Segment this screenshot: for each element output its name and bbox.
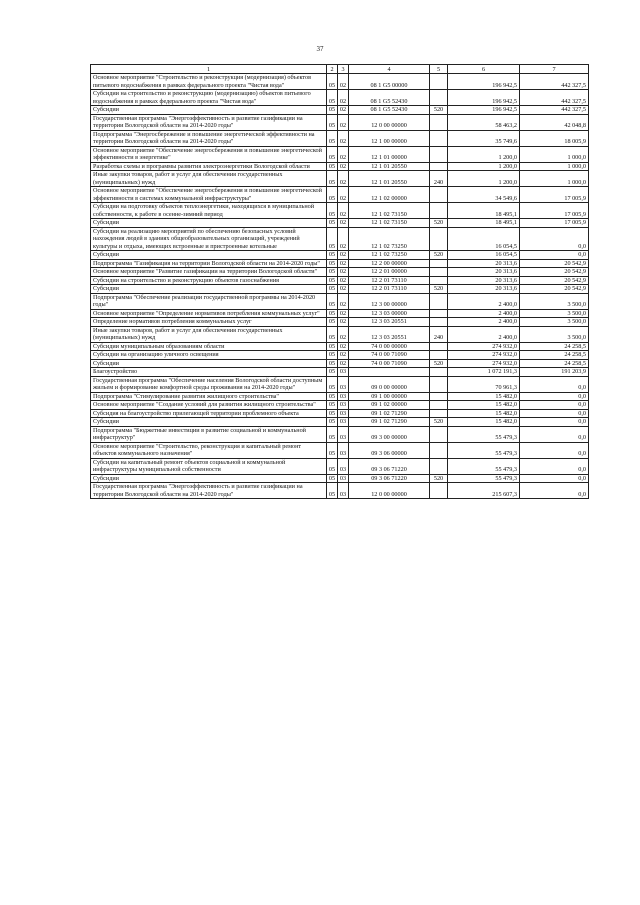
subsection-code: 02: [338, 227, 349, 251]
section-code: 05: [327, 146, 338, 162]
item-name: Субсидии на строительство и реконструкцию (модернизацию) объектов питьевого водоснабжения в рамках федерального проекта "Чистая вода": [91, 90, 327, 106]
expense-type-code: [430, 309, 448, 318]
amount-year-2: 0,0: [520, 409, 589, 418]
target-article-code: 09 1 00 00000: [349, 392, 430, 401]
amount-year-2: 0,0: [520, 227, 589, 251]
amount-year-2: 0,0: [520, 442, 589, 458]
section-code: 05: [327, 483, 338, 499]
table-row: [91, 342, 589, 351]
subsection-code: 02: [338, 359, 349, 368]
section-code: 05: [327, 203, 338, 219]
item-name: Субсидии муниципальным образованиям области: [91, 342, 327, 351]
section-code: 05: [327, 162, 338, 171]
amount-year-2: 20 542,9: [520, 285, 589, 294]
expense-type-code: [430, 187, 448, 203]
target-article-code: 12 3 03 20551: [349, 326, 430, 342]
amount-year-2: 1 000,0: [520, 171, 589, 187]
amount-year-2: 0,0: [520, 376, 589, 392]
amount-year-2: 0,0: [520, 251, 589, 260]
subsection-code: 02: [338, 130, 349, 146]
item-name: Подпрограмма "Газификация на территории Вологодской области на 2014-2020 годы": [91, 259, 327, 268]
item-name: Государственная программа "Обеспечение населения Вологодской области доступным жильем и формирование комфортной среды проживания на 2014-2020 годы": [91, 376, 327, 392]
item-name: Подпрограмма "Стимулирование развития жилищного строительства": [91, 392, 327, 401]
subsection-code: 02: [338, 318, 349, 327]
expense-type-code: [430, 401, 448, 410]
item-name: Подпрограмма "Бюджетные инвестиции в развитие социальной и коммунальной инфраструктур": [91, 426, 327, 442]
subsection-code: 02: [338, 219, 349, 228]
subsection-code: 03: [338, 426, 349, 442]
amount-year-2: 1 000,0: [520, 162, 589, 171]
column-header: 7: [520, 65, 589, 74]
expense-type-code: [430, 114, 448, 130]
section-code: 05: [327, 171, 338, 187]
section-code: 05: [327, 401, 338, 410]
amount-year-1: 196 942,5: [448, 74, 520, 90]
target-article-code: 12 1 01 20550: [349, 162, 430, 171]
table-row: [91, 368, 589, 377]
expense-type-code: [430, 409, 448, 418]
amount-year-1: 2 400,0: [448, 309, 520, 318]
subsection-code: 02: [338, 285, 349, 294]
item-name: Иные закупки товаров, работ и услуг для обеспечения государственных (муниципальных) нужд: [91, 171, 327, 187]
item-name: Основное мероприятие "Обеспечение энергосбережения и повышение энергетической эффективности в системах коммунальной инфраструктуры": [91, 187, 327, 203]
target-article-code: 09 3 06 71220: [349, 474, 430, 483]
section-code: 05: [327, 285, 338, 294]
target-article-code: 12 1 02 00000: [349, 187, 430, 203]
amount-year-2: 3 500,0: [520, 293, 589, 309]
target-article-code: 09 3 06 00000: [349, 442, 430, 458]
section-code: 05: [327, 442, 338, 458]
amount-year-2: 191 203,9: [520, 368, 589, 377]
table-row: [91, 203, 589, 219]
table-row: [91, 106, 589, 115]
target-article-code: 09 1 02 00000: [349, 401, 430, 410]
target-article-code: 12 1 02 73150: [349, 219, 430, 228]
item-name: Благоустройство: [91, 368, 327, 377]
table-row: [91, 90, 589, 106]
table-row: [91, 359, 589, 368]
amount-year-1: 2 400,0: [448, 326, 520, 342]
table-row: [91, 268, 589, 277]
table-row: [91, 474, 589, 483]
amount-year-1: 15 482,0: [448, 409, 520, 418]
item-name: Иные закупки товаров, работ и услуг для обеспечения государственных (муниципальных) нужд: [91, 326, 327, 342]
table-row: [91, 401, 589, 410]
item-name: Подпрограмма "Энергосбережение и повышение энергетической эффективности на территории Вологодской области на 2014-2020 годы": [91, 130, 327, 146]
target-article-code: 12 1 01 00000: [349, 146, 430, 162]
amount-year-2: 3 500,0: [520, 309, 589, 318]
target-article-code: 09 3 00 00000: [349, 426, 430, 442]
amount-year-1: 15 482,0: [448, 401, 520, 410]
section-code: 05: [327, 409, 338, 418]
expense-type-code: [430, 268, 448, 277]
amount-year-2: 0,0: [520, 483, 589, 499]
table-row: [91, 418, 589, 427]
target-article-code: 12 2 00 00000: [349, 259, 430, 268]
section-code: 05: [327, 259, 338, 268]
item-name: Субсидии: [91, 418, 327, 427]
expense-type-code: [430, 74, 448, 90]
expense-type-code: [430, 376, 448, 392]
amount-year-1: 2 400,0: [448, 318, 520, 327]
target-article-code: 12 2 01 73110: [349, 285, 430, 294]
target-article-code: 12 0 00 00000: [349, 483, 430, 499]
amount-year-2: 442 327,5: [520, 90, 589, 106]
amount-year-2: 0,0: [520, 458, 589, 474]
table-row: [91, 187, 589, 203]
section-code: 05: [327, 187, 338, 203]
target-article-code: 74 0 00 71090: [349, 359, 430, 368]
page-number: 37: [316, 45, 324, 53]
amount-year-1: 196 942,5: [448, 90, 520, 106]
subsection-code: 03: [338, 474, 349, 483]
target-article-code: 08 1 G5 52430: [349, 90, 430, 106]
table-row: [91, 227, 589, 251]
amount-year-2: 442 327,5: [520, 74, 589, 90]
subsection-code: 02: [338, 106, 349, 115]
expense-type-code: [430, 342, 448, 351]
table-row: [91, 326, 589, 342]
expense-type-code: [430, 368, 448, 377]
amount-year-1: 55 479,3: [448, 458, 520, 474]
expense-type-code: [430, 203, 448, 219]
subsection-code: 02: [338, 171, 349, 187]
table-row: [91, 219, 589, 228]
target-article-code: 12 3 03 00000: [349, 309, 430, 318]
expense-type-code: 520: [430, 219, 448, 228]
section-code: 05: [327, 74, 338, 90]
expense-type-code: 240: [430, 171, 448, 187]
amount-year-2: 20 542,9: [520, 268, 589, 277]
item-name: Основное мероприятие "Создание условий для развития жилищного строительства": [91, 401, 327, 410]
expense-type-code: [430, 458, 448, 474]
amount-year-2: 18 005,9: [520, 130, 589, 146]
table-row: [91, 458, 589, 474]
section-code: 05: [327, 326, 338, 342]
budget-table: [90, 64, 589, 499]
subsection-code: 02: [338, 259, 349, 268]
amount-year-2: 42 048,8: [520, 114, 589, 130]
target-article-code: [349, 368, 430, 377]
amount-year-1: 70 961,3: [448, 376, 520, 392]
item-name: Субсидии на подготовку объектов теплоэнергетики, находящихся в муниципальной собственности, к работе в осенне-зимний период: [91, 203, 327, 219]
target-article-code: 12 3 00 00000: [349, 293, 430, 309]
table-row: [91, 259, 589, 268]
amount-year-2: 24 258,5: [520, 351, 589, 360]
item-name: Субсидии на реализацию мероприятий по обеспечению безопасных условий нахождения людей в зданиях общеобразовательных организаций, учреждений культуры и отдыха, имеющих встроенные и пристроенные котельные: [91, 227, 327, 251]
table-row: [91, 171, 589, 187]
subsection-code: 02: [338, 342, 349, 351]
subsection-code: 03: [338, 442, 349, 458]
subsection-code: 03: [338, 376, 349, 392]
amount-year-1: 1 200,0: [448, 171, 520, 187]
table-row: [91, 426, 589, 442]
subsection-code: 02: [338, 309, 349, 318]
target-article-code: 12 1 01 20550: [349, 171, 430, 187]
table-row: [91, 392, 589, 401]
item-name: Субсидии на организацию уличного освещения: [91, 351, 327, 360]
expense-type-code: [430, 483, 448, 499]
amount-year-1: 55 479,3: [448, 442, 520, 458]
item-name: Основное мероприятие "Строительство и реконструкция (модернизация) объектов питьевого водоснабжения в рамках федерального проекта "Чистая вода": [91, 74, 327, 90]
section-code: 05: [327, 227, 338, 251]
amount-year-1: 58 463,2: [448, 114, 520, 130]
amount-year-2: 3 500,0: [520, 326, 589, 342]
subsection-code: 03: [338, 458, 349, 474]
expense-type-code: 240: [430, 326, 448, 342]
item-name: Субсидии: [91, 359, 327, 368]
amount-year-2: 0,0: [520, 474, 589, 483]
amount-year-2: 20 542,9: [520, 259, 589, 268]
amount-year-2: 1 000,0: [520, 146, 589, 162]
section-code: 05: [327, 114, 338, 130]
expense-type-code: [430, 442, 448, 458]
subsection-code: 02: [338, 187, 349, 203]
subsection-code: 02: [338, 351, 349, 360]
section-code: 05: [327, 293, 338, 309]
item-name: Субсидии: [91, 285, 327, 294]
amount-year-1: 2 400,0: [448, 293, 520, 309]
expense-type-code: 520: [430, 251, 448, 260]
item-name: Государственная программа "Энергоэффективность и развитие газификации на территории Вологодской области на 2014-2020 годы": [91, 483, 327, 499]
table-row: [91, 74, 589, 90]
expense-type-code: [430, 318, 448, 327]
expense-type-code: [430, 293, 448, 309]
table-row: [91, 114, 589, 130]
amount-year-1: 20 313,6: [448, 285, 520, 294]
table-row: [91, 276, 589, 285]
target-article-code: 09 1 02 71290: [349, 418, 430, 427]
table-row: [91, 285, 589, 294]
section-code: 05: [327, 130, 338, 146]
amount-year-1: 274 932,0: [448, 342, 520, 351]
amount-year-1: 15 482,0: [448, 418, 520, 427]
item-name: Определение нормативов потребления коммунальных услуг: [91, 318, 327, 327]
section-code: 05: [327, 106, 338, 115]
section-code: 05: [327, 359, 338, 368]
amount-year-1: 20 313,6: [448, 276, 520, 285]
amount-year-1: 1 072 191,3: [448, 368, 520, 377]
amount-year-2: 17 005,9: [520, 203, 589, 219]
table-row: [91, 318, 589, 327]
item-name: Основное мероприятие "Развитие газификации на территории Вологодской области": [91, 268, 327, 277]
target-article-code: 08 1 G5 00000: [349, 74, 430, 90]
amount-year-1: 55 479,3: [448, 474, 520, 483]
item-name: Субсидии: [91, 251, 327, 260]
subsection-code: 02: [338, 162, 349, 171]
target-article-code: 09 3 06 71220: [349, 458, 430, 474]
column-header: 1: [91, 65, 327, 74]
item-name: Государственная программа "Энергоэффективность и развитие газификации на территории Вологодской области на 2014-2020 годы": [91, 114, 327, 130]
table-row: [91, 146, 589, 162]
amount-year-2: 24 258,5: [520, 342, 589, 351]
section-code: 05: [327, 376, 338, 392]
expense-type-code: [430, 227, 448, 251]
amount-year-2: 0,0: [520, 401, 589, 410]
subsection-code: 02: [338, 146, 349, 162]
target-article-code: 12 1 02 73250: [349, 227, 430, 251]
target-article-code: 09 0 00 00000: [349, 376, 430, 392]
amount-year-1: 16 054,5: [448, 227, 520, 251]
expense-type-code: [430, 392, 448, 401]
amount-year-2: 442 327,5: [520, 106, 589, 115]
target-article-code: 74 0 00 00000: [349, 342, 430, 351]
amount-year-1: 15 482,0: [448, 392, 520, 401]
subsection-code: 02: [338, 203, 349, 219]
section-code: 05: [327, 90, 338, 106]
item-name: Подпрограмма "Обеспечение реализации государственной программы на 2014-2020 годы": [91, 293, 327, 309]
target-article-code: 12 1 00 00000: [349, 130, 430, 146]
target-article-code: 12 2 01 00000: [349, 268, 430, 277]
expense-type-code: 520: [430, 418, 448, 427]
amount-year-1: 274 932,0: [448, 359, 520, 368]
column-header: 4: [349, 65, 430, 74]
table-row: [91, 130, 589, 146]
subsection-code: 02: [338, 268, 349, 277]
amount-year-1: 18 495,1: [448, 203, 520, 219]
item-name: Разработка схемы и программы развития электроэнергетики Вологодской области: [91, 162, 327, 171]
amount-year-1: 55 479,3: [448, 426, 520, 442]
subsection-code: 02: [338, 326, 349, 342]
amount-year-1: 16 054,5: [448, 251, 520, 260]
amount-year-1: 1 200,0: [448, 162, 520, 171]
amount-year-1: 215 607,3: [448, 483, 520, 499]
table-row: [91, 162, 589, 171]
item-name: Основное мероприятие "Обеспечение энергосбережения и повышение энергетической эффективности в энергетике": [91, 146, 327, 162]
item-name: Основное мероприятие "Строительство, реконструкция и капитальный ремонт объектов коммунального назначения": [91, 442, 327, 458]
section-code: 05: [327, 251, 338, 260]
subsection-code: 02: [338, 90, 349, 106]
header-row: [91, 65, 589, 74]
amount-year-1: 20 313,6: [448, 268, 520, 277]
target-article-code: 12 3 03 20551: [349, 318, 430, 327]
expense-type-code: [430, 276, 448, 285]
subsection-code: 03: [338, 409, 349, 418]
amount-year-2: 0,0: [520, 418, 589, 427]
item-name: Субсидия на благоустройство прилегающей территории проблемного объекта: [91, 409, 327, 418]
amount-year-1: 1 200,0: [448, 146, 520, 162]
section-code: 05: [327, 309, 338, 318]
amount-year-1: 274 932,0: [448, 351, 520, 360]
amount-year-1: 18 495,1: [448, 219, 520, 228]
subsection-code: 03: [338, 401, 349, 410]
subsection-code: 02: [338, 114, 349, 130]
amount-year-2: 0,0: [520, 392, 589, 401]
amount-year-2: 0,0: [520, 426, 589, 442]
section-code: 05: [327, 276, 338, 285]
expense-type-code: [430, 90, 448, 106]
section-code: 05: [327, 219, 338, 228]
subsection-code: 03: [338, 418, 349, 427]
section-code: 05: [327, 351, 338, 360]
item-name: Основное мероприятие "Определение нормативов потребления коммунальных услуг": [91, 309, 327, 318]
table-row: [91, 442, 589, 458]
table-row: [91, 376, 589, 392]
section-code: 05: [327, 268, 338, 277]
target-article-code: 09 1 02 71290: [349, 409, 430, 418]
subsection-code: 02: [338, 276, 349, 285]
target-article-code: 74 0 00 71090: [349, 351, 430, 360]
amount-year-1: 20 313,6: [448, 259, 520, 268]
amount-year-2: 17 005,9: [520, 219, 589, 228]
table-row: [91, 409, 589, 418]
expense-type-code: [430, 130, 448, 146]
table-row: [91, 309, 589, 318]
table-row: [91, 293, 589, 309]
item-name: Субсидии: [91, 106, 327, 115]
amount-year-2: 20 542,9: [520, 276, 589, 285]
item-name: Субсидии на строительство и реконструкцию объектов газоснабжения: [91, 276, 327, 285]
column-header: 2: [327, 65, 338, 74]
expense-type-code: 520: [430, 285, 448, 294]
item-name: Субсидии: [91, 474, 327, 483]
amount-year-2: 24 258,5: [520, 359, 589, 368]
amount-year-1: 196 942,5: [448, 106, 520, 115]
target-article-code: 08 1 G5 52430: [349, 106, 430, 115]
table-row: [91, 483, 589, 499]
amount-year-1: 35 749,6: [448, 130, 520, 146]
subsection-code: 03: [338, 368, 349, 377]
subsection-code: 03: [338, 392, 349, 401]
column-header: 5: [430, 65, 448, 74]
section-code: 05: [327, 318, 338, 327]
amount-year-2: 17 005,9: [520, 187, 589, 203]
section-code: 05: [327, 342, 338, 351]
item-name: Субсидии на капитальный ремонт объектов социальной и коммунальной инфраструктуры муниципальной собственности: [91, 458, 327, 474]
table-row: [91, 351, 589, 360]
expense-type-code: 520: [430, 359, 448, 368]
section-code: 05: [327, 392, 338, 401]
column-header: 6: [448, 65, 520, 74]
expense-type-code: [430, 426, 448, 442]
target-article-code: 12 1 02 73150: [349, 203, 430, 219]
expense-type-code: [430, 259, 448, 268]
expense-type-code: [430, 351, 448, 360]
section-code: 05: [327, 418, 338, 427]
section-code: 05: [327, 458, 338, 474]
subsection-code: 03: [338, 483, 349, 499]
target-article-code: 12 1 02 73250: [349, 251, 430, 260]
target-article-code: 12 0 00 00000: [349, 114, 430, 130]
column-header: 3: [338, 65, 349, 74]
expense-type-code: [430, 162, 448, 171]
section-code: 05: [327, 368, 338, 377]
section-code: 05: [327, 474, 338, 483]
expense-type-code: 520: [430, 474, 448, 483]
expense-type-code: 520: [430, 106, 448, 115]
subsection-code: 02: [338, 293, 349, 309]
item-name: Субсидии: [91, 219, 327, 228]
target-article-code: 12 2 01 73110: [349, 276, 430, 285]
amount-year-2: 3 500,0: [520, 318, 589, 327]
subsection-code: 02: [338, 251, 349, 260]
subsection-code: 02: [338, 74, 349, 90]
table-row: [91, 251, 589, 260]
expense-type-code: [430, 146, 448, 162]
section-code: 05: [327, 426, 338, 442]
amount-year-1: 34 549,6: [448, 187, 520, 203]
